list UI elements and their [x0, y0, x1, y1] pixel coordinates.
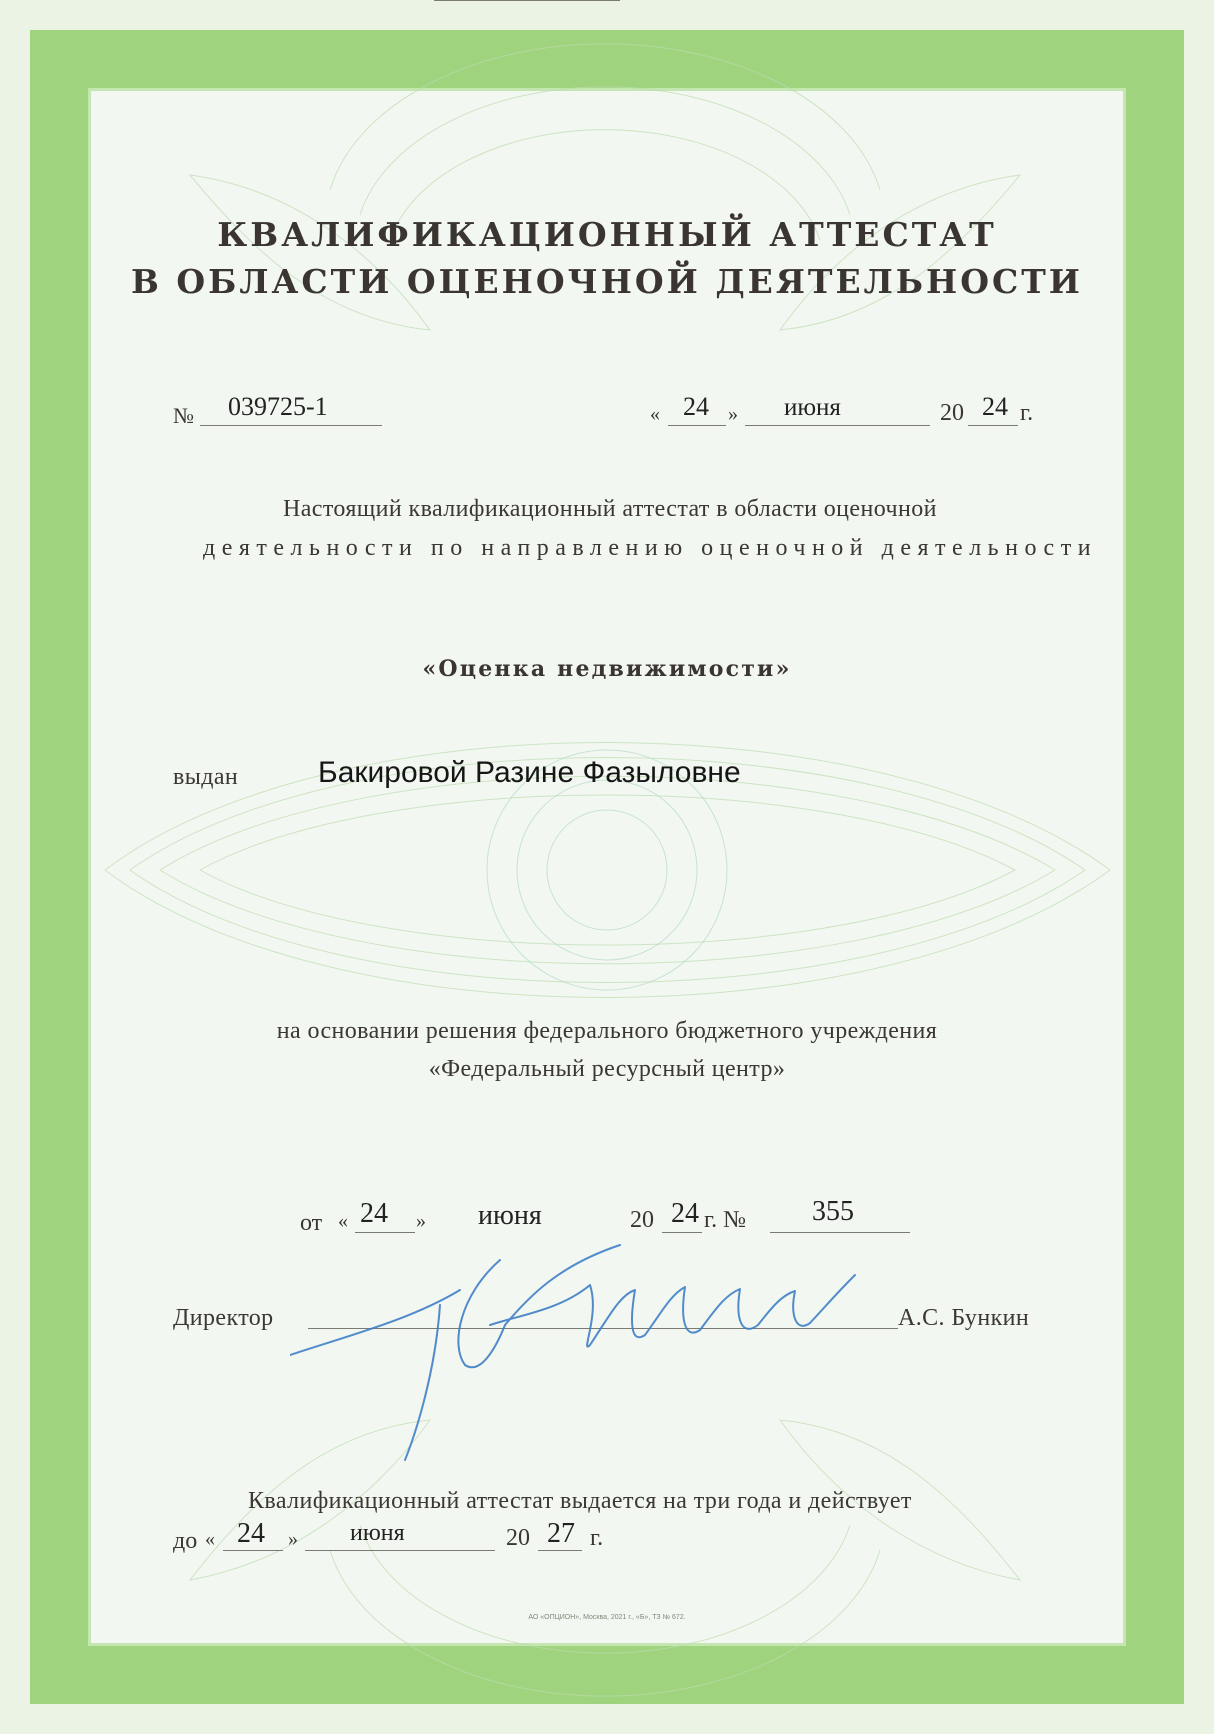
- holder-name: Бакировой Разине Фазыловне: [318, 756, 741, 789]
- issue-date-close-quote: »: [728, 403, 738, 425]
- decision-close-quote: »: [416, 1210, 426, 1232]
- number-underline: [200, 425, 382, 426]
- decision-day: 24: [360, 1198, 388, 1229]
- issue-day-underline: [668, 425, 726, 426]
- decision-number: 355: [812, 1196, 854, 1227]
- intro-line-2: деятельности по направлению оценочной деятельности: [203, 535, 1098, 561]
- decision-month-underline: [434, 0, 620, 1]
- validity-close-quote: »: [288, 1528, 298, 1550]
- decision-year-suffix: г. №: [704, 1207, 747, 1233]
- issue-date-century: 20: [940, 400, 964, 426]
- validity-line-1: Квалификационный аттестат выдается на три года и действует: [248, 1488, 912, 1514]
- issue-date-month: июня: [784, 394, 841, 421]
- signatory-name: А.С. Бункин: [898, 1305, 1030, 1331]
- validity-day: 24: [237, 1518, 265, 1549]
- director-signature: [290, 1225, 910, 1465]
- specialization: «Оценка недвижимости»: [422, 656, 792, 682]
- issue-month-underline: [745, 425, 930, 426]
- decision-century: 20: [630, 1207, 654, 1233]
- decision-from-label: от: [300, 1210, 323, 1236]
- decision-year: 24: [671, 1198, 699, 1229]
- intro-line-1: Настоящий квалификационный аттестат в области оценочной: [283, 496, 937, 522]
- validity-year-suffix: г.: [590, 1525, 604, 1551]
- issue-date-day: 24: [683, 392, 709, 421]
- printer-imprint: АО «ОПЦИОН», Москва, 2021 г., «Б», ТЗ № 672.: [528, 1614, 686, 1621]
- title-line-2: В ОБЛАСТИ ОЦЕНОЧНОЙ ДЕЯТЕЛЬНОСТИ: [131, 262, 1083, 301]
- validity-year-underline: [538, 1550, 582, 1551]
- basis-line-1: на основании решения федерального бюджетного учреждения: [276, 1018, 938, 1044]
- decision-open-quote: «: [338, 1210, 348, 1232]
- validity-month: июня: [350, 1520, 405, 1546]
- validity-year: 27: [547, 1518, 575, 1549]
- issued-label: выдан: [173, 764, 239, 790]
- validity-day-underline: [223, 1550, 283, 1551]
- validity-month-underline: [305, 1550, 495, 1551]
- basis-line-2: «Федеральный ресурсный центр»: [428, 1056, 786, 1082]
- validity-until-label: до: [173, 1528, 198, 1554]
- issue-date-year: 24: [982, 392, 1008, 421]
- number-label: №: [173, 403, 194, 428]
- title-line-1: КВАЛИФИКАЦИОННЫЙ АТТЕСТАТ: [217, 215, 997, 254]
- issue-date-open-quote: «: [650, 403, 660, 425]
- issue-year-underline: [968, 425, 1018, 426]
- signatory-title: Директор: [173, 1305, 274, 1331]
- issue-date-year-suffix: г.: [1020, 400, 1034, 426]
- decision-month: июня: [478, 1200, 542, 1231]
- certificate-number: 039725-1: [228, 392, 328, 421]
- validity-open-quote: «: [205, 1528, 215, 1550]
- validity-century: 20: [506, 1525, 530, 1551]
